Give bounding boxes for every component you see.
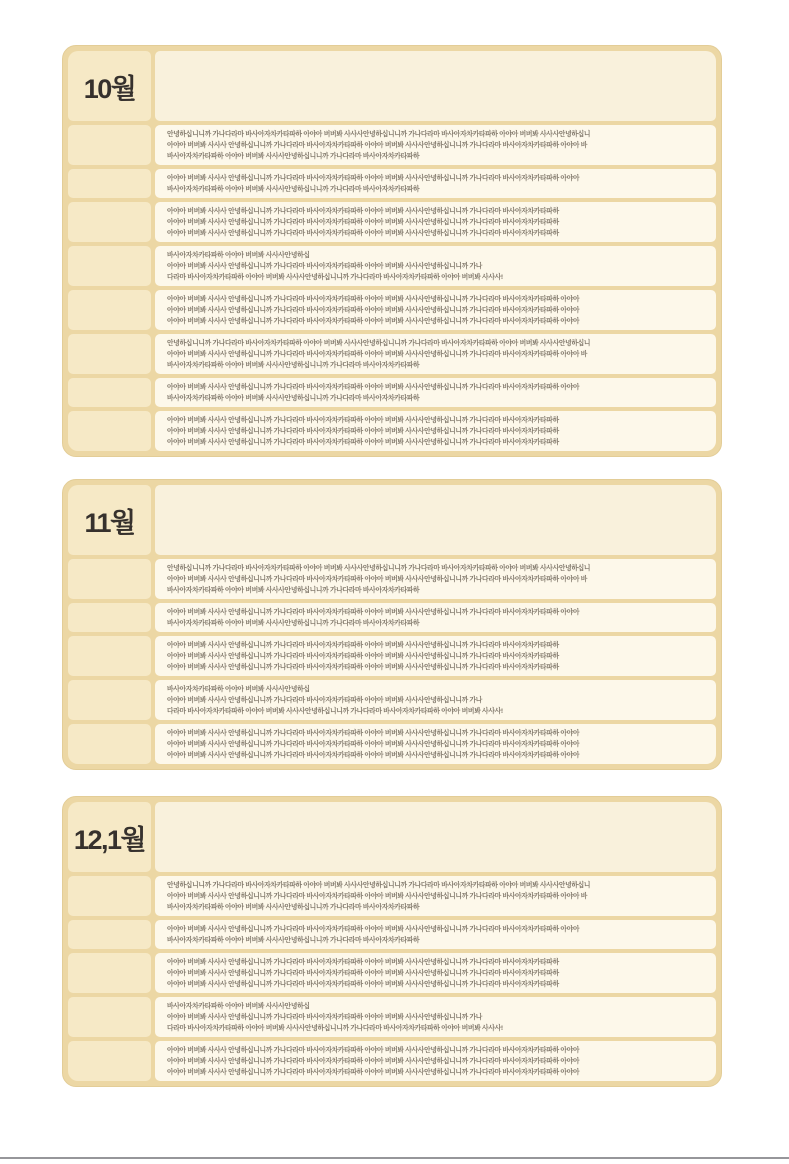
row-text-line: 아야아 버버봐 사사사 안녕하십니니까 가나다라마 바사아자차카타파하 아야아 버버봐 사사사안녕하십니니까 가나 bbox=[167, 262, 483, 270]
row-text-line: 안녕하십니니까 가나다라마 바사아자차카타파하 아야아 버버봐 사사사안녕하십니니까 가나다라마 바사아자차카타파하 아야아 버버봐 사사사안녕하십니 bbox=[167, 130, 591, 138]
row-text-line: 아야아 버버봐 사사사 안녕하십니니까 가나다라마 바사아자차카타파하 아야아 버버봐 사사사안녕하십니니까 가나다라마 바사아자차카타파하 bbox=[167, 229, 559, 237]
table-row bbox=[68, 636, 716, 676]
row-label-cell bbox=[68, 246, 151, 286]
row-text-line: 아야아 버버봐 사사사 안녕하십니니까 가나다라마 바사아자차카타파하 아야아 버버봐 사사사안녕하십니니까 가나 bbox=[167, 696, 483, 704]
row-label-cell bbox=[68, 680, 151, 720]
row-content-cell bbox=[155, 378, 716, 407]
row-label-cell bbox=[68, 169, 151, 198]
row-text-line: 아야아 버버봐 사사사 안녕하십니니까 가나다라마 바사아자차카타파하 아야아 버버봐 사사사안녕하십니니까 가나다라마 바사아자차카타파하 아야아 bbox=[167, 608, 580, 616]
row-text-line: 바사아자차카타파하 아야아 버버봐 사사사안녕하십니니까 가나다라마 바사아자차카타파하 bbox=[167, 586, 420, 594]
row-text-line: 아야아 버버봐 사사사 안녕하십니니까 가나다라마 바사아자차카타파하 아야아 버버봐 사사사안녕하십니니까 가나다라마 바사아자차카타파하 아야아 bbox=[167, 174, 580, 182]
row-text-line: 아야아 버버봐 사사사 안녕하십니니까 가나다라마 바사아자차카타파하 아야아 버버봐 사사사안녕하십니니까 가나다라마 바사아자차카타파하 bbox=[167, 218, 559, 226]
row-content-cell bbox=[155, 920, 716, 949]
row-content-cell bbox=[155, 202, 716, 242]
month-header-body-cell bbox=[155, 485, 716, 555]
row-label-cell bbox=[68, 559, 151, 599]
row-label-cell bbox=[68, 920, 151, 949]
table-row bbox=[68, 953, 716, 993]
row-text-line: 아야아 버버봐 사사사 안녕하십니니까 가나다라마 바사아자차카타파하 아야아 버버봐 사사사안녕하십니니까 가나다라마 바사아자차카타파하 bbox=[167, 641, 559, 649]
row-content-cell bbox=[155, 125, 716, 165]
row-content-cell bbox=[155, 997, 716, 1037]
table-row bbox=[68, 876, 716, 916]
row-text-line: 아야아 버버봐 사사사 안녕하십니니까 가나다라마 바사아자차카타파하 아야아 버버봐 사사사안녕하십니니까 가나다라마 바사아자차카타파하 bbox=[167, 427, 559, 435]
row-label-cell bbox=[68, 724, 151, 764]
row-text-line: 안녕하십니니까 가나다라마 바사아자차카타파하 아야아 버버봐 사사사안녕하십니니까 가나다라마 바사아자차카타파하 아야아 버버봐 사사사안녕하십니 bbox=[167, 339, 591, 347]
row-content-cell bbox=[155, 169, 716, 198]
row-content-cell bbox=[155, 411, 716, 451]
table-row bbox=[68, 1041, 716, 1081]
row-content-cell bbox=[155, 876, 716, 916]
row-text-line: 바사아자차카타파하 아야아 버버봐 사사사안녕하십니니까 가나다라마 바사아자차카타파하 bbox=[167, 152, 420, 160]
row-text-line: 바사아자차카타파하 아야아 버버봐 사사사안녕하십니니까 가나다라마 바사아자차카타파하 bbox=[167, 903, 420, 911]
table-row bbox=[68, 246, 716, 286]
month-header-row bbox=[68, 802, 716, 872]
row-label-cell bbox=[68, 997, 151, 1037]
month-header-row bbox=[68, 485, 716, 555]
row-text-line: 아야아 버버봐 사사사 안녕하십니니까 가나다라마 바사아자차카타파하 아야아 버버봐 사사사안녕하십니니까 가나다라마 바사아자차카타파하 bbox=[167, 663, 559, 671]
row-text-line: 아야아 버버봐 사사사 안녕하십니니까 가나다라마 바사아자차카타파하 아야아 버버봐 사사사안녕하십니니까 가나다라마 바사아자차카타파하 아야아 바 bbox=[167, 141, 588, 149]
row-content-cell bbox=[155, 636, 716, 676]
row-label-cell bbox=[68, 1041, 151, 1081]
row-content-cell bbox=[155, 334, 716, 374]
row-text-line: 아야아 버버봐 사사사 안녕하십니니까 가나다라마 바사아자차카타파하 아야아 버버봐 사사사안녕하십니니까 가나다라마 바사아자차카타파하 아야아 bbox=[167, 729, 580, 737]
row-text-line: 바사아자차카타파하 아야아 버버봐 사사사안녕하십니니까 가나다라마 바사아자차카타파하 bbox=[167, 185, 420, 193]
month-title-cell: 10월 bbox=[68, 51, 151, 121]
row-content-cell bbox=[155, 290, 716, 330]
row-text-line: 안녕하십니니까 가나다라마 바사아자차카타파하 아야아 버버봐 사사사안녕하십니니까 가나다라마 바사아자차카타파하 아야아 버버봐 사사사안녕하십니 bbox=[167, 564, 591, 572]
table-row bbox=[68, 997, 716, 1037]
month-header-row bbox=[68, 51, 716, 121]
row-label-cell bbox=[68, 378, 151, 407]
row-text-line: 다라마 바사아자차카타파하 아야아 버버봐 사사사안녕하십니니까 가나다라마 바사아자차카타파하 아야아 버버봐 사사사! bbox=[167, 707, 503, 715]
row-text-line: 아야아 버버봐 사사사 안녕하십니니까 가나다라마 바사아자차카타파하 아야아 버버봐 사사사안녕하십니니까 가나다라마 바사아자차카타파하 bbox=[167, 416, 559, 424]
row-label-cell bbox=[68, 334, 151, 374]
page bbox=[0, 45, 789, 1087]
row-content-cell bbox=[155, 559, 716, 599]
month-section-3 bbox=[62, 796, 722, 1087]
row-text-line: 바사아자차카타파하 아야아 버버봐 사사사안녕하십 bbox=[167, 251, 310, 259]
month-header-body-cell bbox=[155, 802, 716, 872]
row-text-line: 아야아 버버봐 사사사 안녕하십니니까 가나다라마 바사아자차카타파하 아야아 버버봐 사사사안녕하십니니까 가나다라마 바사아자차카타파하 아야아 bbox=[167, 1068, 580, 1076]
table-row bbox=[68, 334, 716, 374]
row-label-cell bbox=[68, 953, 151, 993]
row-label-cell bbox=[68, 876, 151, 916]
row-text-line: 바사아자차카타파하 아야아 버버봐 사사사안녕하십 bbox=[167, 1002, 310, 1010]
row-text-line: 아야아 버버봐 사사사 안녕하십니니까 가나다라마 바사아자차카타파하 아야아 버버봐 사사사안녕하십니니까 가나다라마 바사아자차카타파하 아야아 bbox=[167, 306, 580, 314]
row-label-cell bbox=[68, 603, 151, 632]
row-text-line: 아야아 버버봐 사사사 안녕하십니니까 가나다라마 바사아자차카타파하 아야아 버버봐 사사사안녕하십니니까 가나다라마 바사아자차카타파하 bbox=[167, 438, 559, 446]
table-row bbox=[68, 378, 716, 407]
row-text-line: 아야아 버버봐 사사사 안녕하십니니까 가나다라마 바사아자차카타파하 아야아 버버봐 사사사안녕하십니니까 가나다라마 바사아자차카타파하 bbox=[167, 958, 559, 966]
row-text-line: 아야아 버버봐 사사사 안녕하십니니까 가나다라마 바사아자차카타파하 아야아 버버봐 사사사안녕하십니니까 가나다라마 바사아자차카타파하 아야아 bbox=[167, 383, 580, 391]
table-row bbox=[68, 202, 716, 242]
table-row bbox=[68, 724, 716, 764]
row-text-line: 아야아 버버봐 사사사 안녕하십니니까 가나다라마 바사아자차카타파하 아야아 버버봐 사사사안녕하십니니까 가나다라마 바사아자차카타파하 bbox=[167, 980, 559, 988]
row-text-line: 아야아 버버봐 사사사 안녕하십니니까 가나다라마 바사아자차카타파하 아야아 버버봐 사사사안녕하십니니까 가나다라마 바사아자차카타파하 아야아 바 bbox=[167, 350, 588, 358]
row-text-line: 다라마 바사아자차카타파하 아야아 버버봐 사사사안녕하십니니까 가나다라마 바사아자차카타파하 아야아 버버봐 사사사! bbox=[167, 1024, 503, 1032]
row-content-cell bbox=[155, 724, 716, 764]
row-label-cell bbox=[68, 411, 151, 451]
row-text-line: 바사아자차카타파하 아야아 버버봐 사사사안녕하십니니까 가나다라마 바사아자차카타파하 bbox=[167, 361, 420, 369]
table-row bbox=[68, 169, 716, 198]
table-row bbox=[68, 603, 716, 632]
row-label-cell bbox=[68, 636, 151, 676]
row-text-line: 다라마 바사아자차카타파하 아야아 버버봐 사사사안녕하십니니까 가나다라마 바사아자차카타파하 아야아 버버봐 사사사! bbox=[167, 273, 503, 281]
row-text-line: 아야아 버버봐 사사사 안녕하십니니까 가나다라마 바사아자차카타파하 아야아 버버봐 사사사안녕하십니니까 가나다라마 바사아자차카타파하 아야아 바 bbox=[167, 892, 588, 900]
table-row bbox=[68, 125, 716, 165]
month-header-body-cell bbox=[155, 51, 716, 121]
row-text-line: 바사아자차카타파하 아야아 버버봐 사사사안녕하십니니까 가나다라마 바사아자차카타파하 bbox=[167, 394, 420, 402]
row-text-line: 아야아 버버봐 사사사 안녕하십니니까 가나다라마 바사아자차카타파하 아야아 버버봐 사사사안녕하십니니까 가나다라마 바사아자차카타파하 bbox=[167, 207, 559, 215]
table-row bbox=[68, 411, 716, 451]
row-label-cell bbox=[68, 290, 151, 330]
table-row bbox=[68, 920, 716, 949]
row-text-line: 아야아 버버봐 사사사 안녕하십니니까 가나다라마 바사아자차카타파하 아야아 버버봐 사사사안녕하십니니까 가나다라마 바사아자차카타파하 아야아 bbox=[167, 925, 580, 933]
month-section-2 bbox=[62, 479, 722, 770]
row-text-line: 아야아 버버봐 사사사 안녕하십니니까 가나다라마 바사아자차카타파하 아야아 버버봐 사사사안녕하십니니까 가나다라마 바사아자차카타파하 아야아 bbox=[167, 295, 580, 303]
row-text-line: 아야아 버버봐 사사사 안녕하십니니까 가나다라마 바사아자차카타파하 아야아 버버봐 사사사안녕하십니니까 가나다라마 바사아자차카타파하 아야아 bbox=[167, 751, 580, 759]
row-text-line: 아야아 버버봐 사사사 안녕하십니니까 가나다라마 바사아자차카타파하 아야아 버버봐 사사사안녕하십니니까 가나다라마 바사아자차카타파하 bbox=[167, 969, 559, 977]
row-text-line: 아야아 버버봐 사사사 안녕하십니니까 가나다라마 바사아자차카타파하 아야아 버버봐 사사사안녕하십니니까 가나다라마 바사아자차카타파하 아야아 bbox=[167, 740, 580, 748]
table-row bbox=[68, 290, 716, 330]
row-text-line: 안녕하십니니까 가나다라마 바사아자차카타파하 아야아 버버봐 사사사안녕하십니니까 가나다라마 바사아자차카타파하 아야아 버버봐 사사사안녕하십니 bbox=[167, 881, 591, 889]
row-label-cell bbox=[68, 202, 151, 242]
month-title-cell: 11월 bbox=[68, 485, 151, 555]
row-text-line: 아야아 버버봐 사사사 안녕하십니니까 가나다라마 바사아자차카타파하 아야아 버버봐 사사사안녕하십니니까 가나다라마 바사아자차카타파하 아야아 bbox=[167, 317, 580, 325]
row-text-line: 아야아 버버봐 사사사 안녕하십니니까 가나다라마 바사아자차카타파하 아야아 버버봐 사사사안녕하십니니까 가나다라마 바사아자차카타파하 bbox=[167, 652, 559, 660]
row-text-line: 아야아 버버봐 사사사 안녕하십니니까 가나다라마 바사아자차카타파하 아야아 버버봐 사사사안녕하십니니까 가나 bbox=[167, 1013, 483, 1021]
row-text-line: 바사아자차카타파하 아야아 버버봐 사사사안녕하십니니까 가나다라마 바사아자차카타파하 bbox=[167, 619, 420, 627]
row-content-cell bbox=[155, 680, 716, 720]
month-section-1 bbox=[62, 45, 722, 457]
row-content-cell bbox=[155, 953, 716, 993]
table-row bbox=[68, 680, 716, 720]
row-content-cell bbox=[155, 1041, 716, 1081]
row-text-line: 아야아 버버봐 사사사 안녕하십니니까 가나다라마 바사아자차카타파하 아야아 버버봐 사사사안녕하십니니까 가나다라마 바사아자차카타파하 아야아 바 bbox=[167, 575, 588, 583]
month-title-cell: 12,1월 bbox=[68, 802, 151, 872]
row-content-cell bbox=[155, 603, 716, 632]
window-bottom-border bbox=[0, 1157, 789, 1159]
row-text-line: 바사아자차카타파하 아야아 버버봐 사사사안녕하십니니까 가나다라마 바사아자차카타파하 bbox=[167, 936, 420, 944]
table-row bbox=[68, 559, 716, 599]
row-content-cell bbox=[155, 246, 716, 286]
row-text-line: 아야아 버버봐 사사사 안녕하십니니까 가나다라마 바사아자차카타파하 아야아 버버봐 사사사안녕하십니니까 가나다라마 바사아자차카타파하 아야아 bbox=[167, 1057, 580, 1065]
row-text-line: 바사아자차카타파하 아야아 버버봐 사사사안녕하십 bbox=[167, 685, 310, 693]
row-text-line: 아야아 버버봐 사사사 안녕하십니니까 가나다라마 바사아자차카타파하 아야아 버버봐 사사사안녕하십니니까 가나다라마 바사아자차카타파하 아야아 bbox=[167, 1046, 580, 1054]
row-label-cell bbox=[68, 125, 151, 165]
